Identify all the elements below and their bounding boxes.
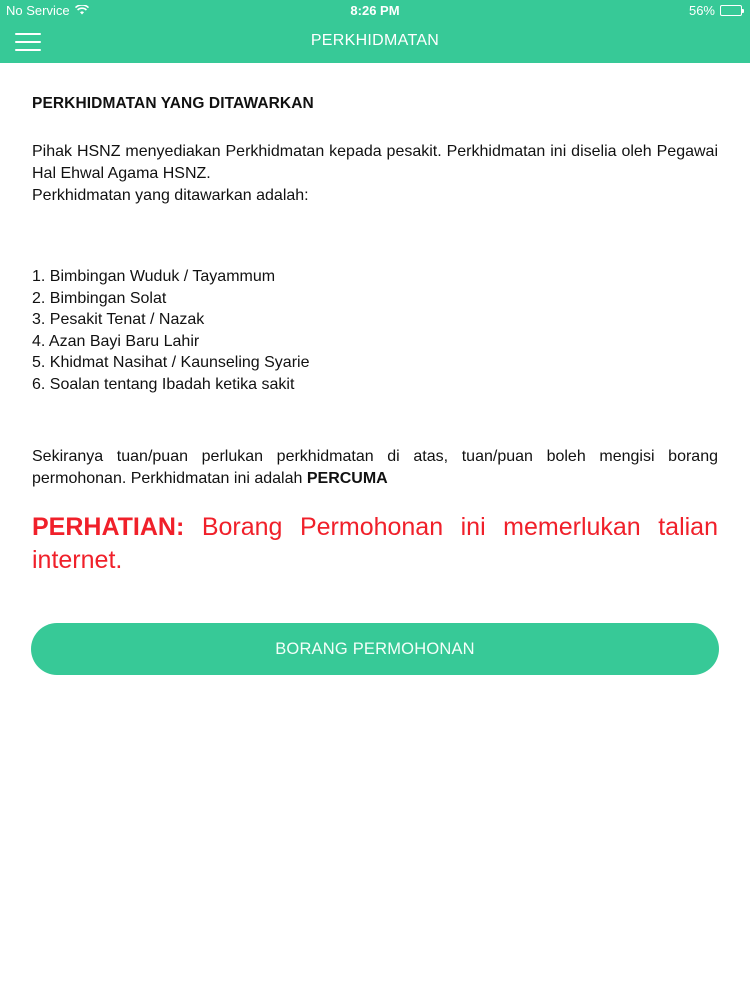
- page-title: PERKHIDMATAN: [310, 32, 440, 49]
- status-time: 8:26 PM: [350, 3, 400, 18]
- warning-text: Borang Permohonan ini memerlukan talian internet.: [32, 513, 718, 574]
- application-form-button[interactable]: BORANG PERMOHONAN: [31, 623, 719, 675]
- list-item: 3. Pesakit Tenat / Nazak: [32, 311, 205, 328]
- main-content: [32, 95, 718, 577]
- warning-label: PERHATIAN:: [32, 513, 185, 541]
- list-item: 2. Bimbingan Solat: [32, 289, 167, 307]
- status-right: [689, 3, 742, 18]
- list-item: 5. Khidmat Nasihat / Kaunseling Syarie: [32, 354, 310, 371]
- battery-tip: [742, 9, 744, 13]
- intro-paragraph: Pihak HSNZ menyediakan Perkhidmatan kepada pesakit. Perkhidmatan ini diselia oleh Pegawai Hal Ehwal Agama HSNZ.: [32, 143, 718, 182]
- carrier-label: No Service: [6, 3, 70, 18]
- battery-percent: 56%: [688, 3, 715, 18]
- list-item: 6. Soalan tentang Ibadah ketika sakit: [32, 375, 295, 393]
- navbar: [0, 20, 750, 63]
- app-header: [0, 0, 750, 63]
- closing-text: Sekiranya tuan/puan perlukan perkhidmatan di atas, tuan/puan boleh mengisi borang permohonan. Perkhidmatan ini adalah: [32, 448, 718, 487]
- intro-subline: Perkhidmatan yang ditawarkan adalah:: [32, 187, 309, 204]
- closing-paragraph: [32, 446, 718, 490]
- battery-icon: [720, 5, 742, 16]
- warning-notice: [32, 511, 718, 577]
- service-list: [32, 266, 718, 395]
- status-bar: [0, 0, 750, 20]
- section-title: PERKHIDMATAN YANG DITAWARKAN: [32, 95, 314, 112]
- list-item: 1. Bimbingan Wuduk / Tayammum: [32, 268, 276, 285]
- free-label: PERCUMA: [306, 470, 388, 487]
- list-item: 4. Azan Bayi Baru Lahir: [32, 332, 200, 350]
